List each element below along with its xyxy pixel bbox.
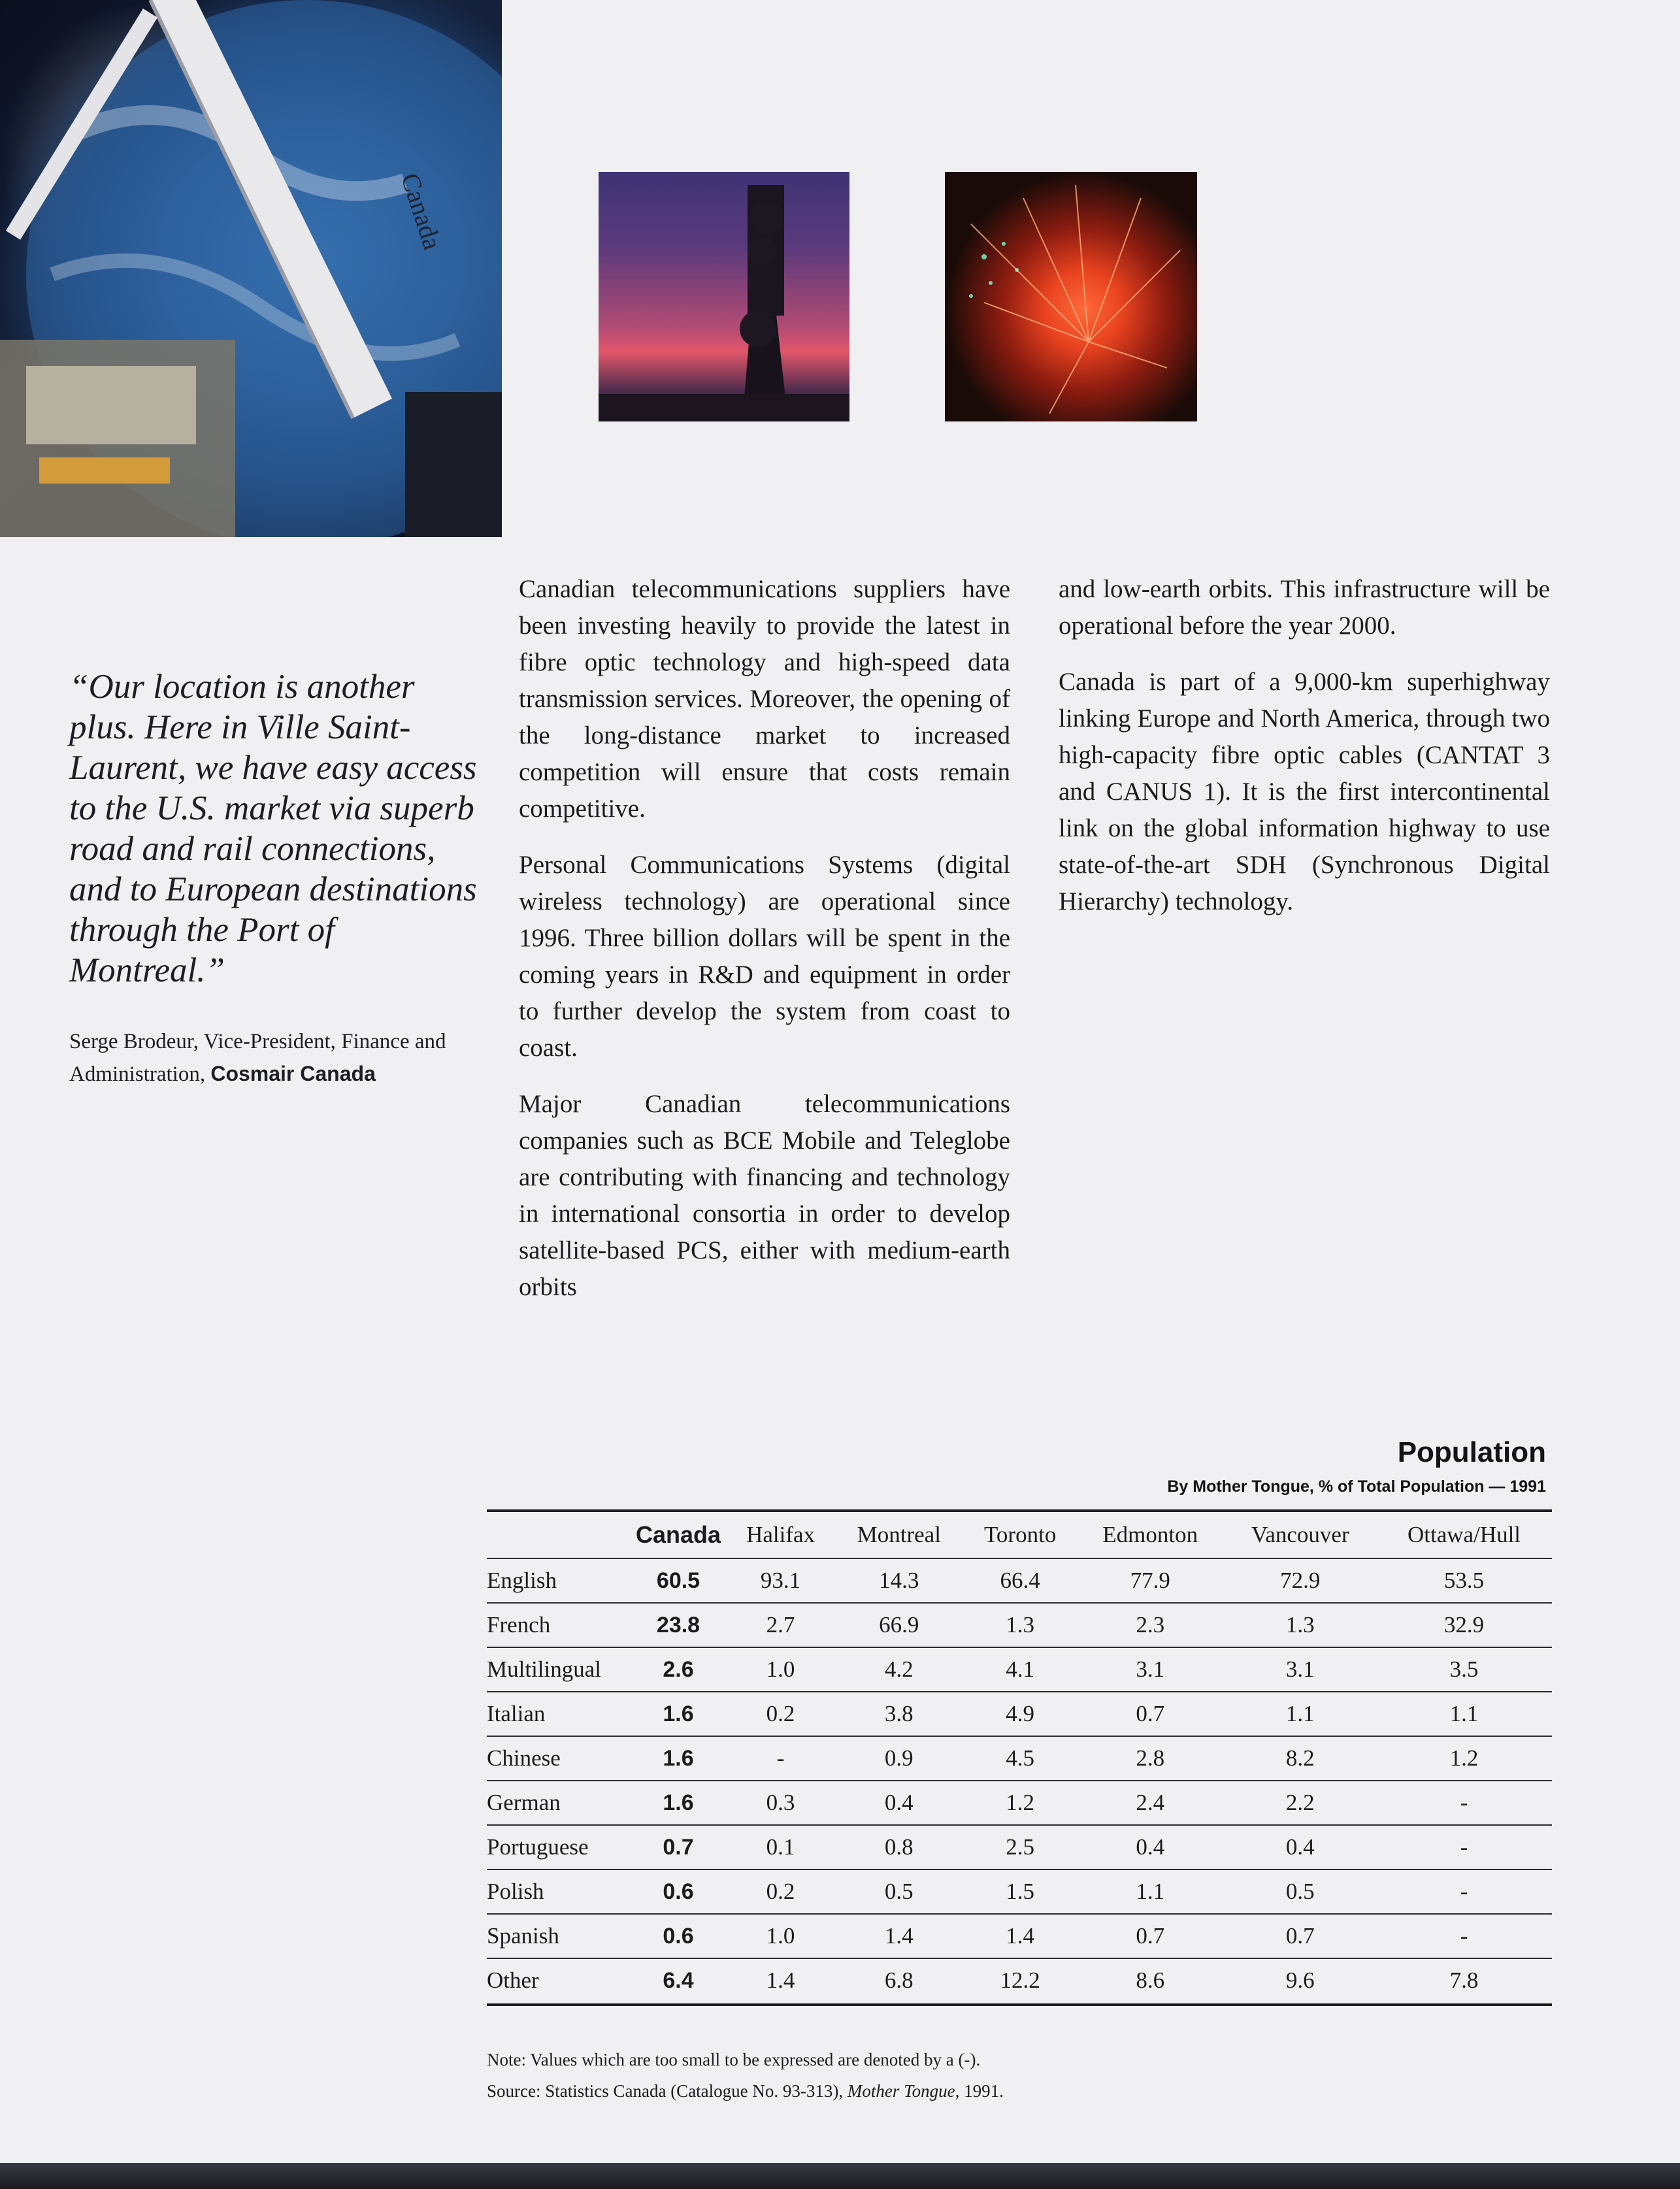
table-cell: 0.3 — [727, 1781, 834, 1825]
table-bottom-rule — [487, 2003, 1552, 2006]
shuttle-canada-label: Canada — [395, 169, 448, 254]
table-cell: 0.4 — [1225, 1825, 1377, 1869]
table-cell: 1.6 — [629, 1781, 727, 1825]
table-row — [487, 1869, 1552, 1914]
table-cell: 4.2 — [834, 1647, 964, 1692]
space-shuttle-earth-photo — [0, 0, 502, 537]
table-cell: - — [1376, 1781, 1552, 1825]
table-cell: 2.6 — [629, 1647, 727, 1692]
table-row — [487, 1692, 1552, 1736]
table-cell: 3.1 — [1076, 1647, 1225, 1692]
table-cell: 14.3 — [834, 1558, 964, 1603]
row-label: Italian — [487, 1692, 629, 1736]
table-cell: 12.2 — [1000, 1967, 1040, 1993]
column-header: Edmonton — [1076, 1512, 1225, 1558]
table-source — [487, 2075, 1552, 2107]
table-cell: 3.8 — [834, 1692, 964, 1736]
paragraph: and low-earth orbits. This infrastructure will be operational before the year 2000. — [1059, 575, 1550, 640]
quote-attribution — [69, 1026, 487, 1091]
table-cell: 2.4 — [1076, 1781, 1225, 1825]
source-title: Mother Tongue — [847, 2081, 955, 2101]
table-cell: 8.2 — [1225, 1736, 1377, 1781]
column-header: Ottawa/Hull — [1376, 1512, 1552, 1558]
bleed-through-texture — [1059, 78, 1066, 112]
table-cell: 0.7 — [1076, 1914, 1225, 1958]
table-cell: 0.7 — [629, 1825, 727, 1869]
quote-attribution-name: Serge Brodeur, Vice-President, Finance and Administration, — [69, 1030, 446, 1086]
table-cell: 1.4 — [834, 1914, 964, 1958]
body-column-1 — [519, 571, 1010, 1325]
table-cell: 1.0 — [727, 1914, 834, 1958]
table-cell: 3.1 — [1225, 1647, 1377, 1692]
table-cell: 9.6 — [1285, 1967, 1315, 1993]
table-cell: 0.4 — [1076, 1825, 1225, 1869]
table-row — [487, 1558, 1552, 1603]
quote-company: Cosmair Canada — [210, 1062, 376, 1085]
table-cell: - — [1376, 1914, 1552, 1958]
table-row — [487, 1647, 1552, 1692]
table-cell: 72.9 — [1225, 1558, 1377, 1603]
column-header: Halifax — [727, 1512, 834, 1558]
table-row — [487, 1603, 1552, 1647]
table-cell: 1.4 — [964, 1914, 1076, 1958]
table-cell: - — [727, 1736, 834, 1781]
table-cell: 23.8 — [629, 1603, 727, 1647]
table-cell: 1.2 — [1376, 1736, 1552, 1781]
column-header — [487, 1512, 629, 1558]
source-prefix: Source: Statistics Canada (Catalogue No. 93-313), — [487, 2081, 848, 2101]
table-cell: 0.5 — [834, 1869, 964, 1914]
row-label: English — [487, 1558, 629, 1603]
table-cell: 0.7 — [1076, 1692, 1225, 1736]
table-cell: 0.8 — [834, 1825, 964, 1869]
row-label: Polish — [487, 1869, 629, 1914]
table-cell: 0.9 — [834, 1736, 964, 1781]
table-cell: - — [1376, 1869, 1552, 1914]
fibre-optic-strands-photo — [945, 172, 1197, 421]
table-cell: 1.1 — [1225, 1692, 1377, 1736]
table-cell: 77.9 — [1076, 1558, 1225, 1603]
table-cell: 6.4 — [663, 1967, 694, 1993]
table-cell: 1.3 — [1225, 1603, 1377, 1647]
table-cell: 2.3 — [1076, 1603, 1225, 1647]
page-bottom-edge — [0, 2163, 1680, 2189]
table-note: Note: Values which are too small to be expressed are denoted by a (-). — [487, 2050, 981, 2069]
table-notes — [487, 2044, 1552, 2107]
table-cell: 2.5 — [964, 1825, 1076, 1869]
table-cell: 60.5 — [629, 1558, 727, 1603]
table-cell: 66.4 — [964, 1558, 1076, 1603]
table-cell: 6.8 — [884, 1967, 914, 1993]
communications-tower-sunset-photo — [599, 172, 849, 421]
table-cell: 66.9 — [834, 1603, 964, 1647]
table-cell: 0.2 — [727, 1869, 834, 1914]
column-header: Canada — [629, 1512, 727, 1558]
table-cell: 1.6 — [629, 1736, 727, 1781]
pull-quote: “Our location is another plus. Here in Ville Saint-Laurent, we have easy access to the U.S. market via superb road and rail connections, and to European destinations through the Port of Montreal.” — [69, 668, 477, 989]
table-cell: 32.9 — [1376, 1603, 1552, 1647]
column-header: Montreal — [834, 1512, 964, 1558]
row-label: Portuguese — [487, 1825, 629, 1869]
table-cell: 2.2 — [1225, 1781, 1377, 1825]
row-label: German — [487, 1781, 629, 1825]
table-cell: 1.1 — [1076, 1869, 1225, 1914]
row-label: Multilingual — [487, 1647, 629, 1692]
table-cell: 1.2 — [964, 1781, 1076, 1825]
table-cell: 0.5 — [1225, 1869, 1377, 1914]
table-cell: 3.5 — [1376, 1647, 1552, 1692]
row-label: French — [487, 1603, 629, 1647]
paragraph: Canada is part of a 9,000-km superhighway linking Europe and North America, through two high-capacity fibre optic cables (CANTAT 3 and CANUS 1). It is the first intercontinental link on the global information highway to use state-of-the-art SDH (Synchronous Digital Hierarchy) technology. — [1059, 668, 1550, 915]
row-label: Other — [487, 1967, 539, 1993]
body-column-2 — [1059, 571, 1550, 940]
paragraph: Personal Communications Systems (digital wireless technology) are operational since 1996. Three billion dollars will be spent in the coming years in R&D and equipment in order to further develop the system from coast to coast. — [519, 851, 1010, 1062]
table-cell: 0.4 — [834, 1781, 964, 1825]
table-row — [487, 1736, 1552, 1781]
table-cell: - — [1376, 1825, 1552, 1869]
table-cell: 1.5 — [964, 1869, 1076, 1914]
table-cell: 1.3 — [964, 1603, 1076, 1647]
row-label: Chinese — [487, 1736, 629, 1781]
table-cell: 0.2 — [727, 1692, 834, 1736]
table-subtitle: By Mother Tongue, % of Total Population — 1991 — [1167, 1477, 1546, 1496]
table-cell: 1.4 — [766, 1967, 795, 1993]
table-cell: 93.1 — [727, 1558, 834, 1603]
table-cell: 0.7 — [1225, 1914, 1377, 1958]
table-row — [487, 1958, 1552, 2002]
population-table — [487, 1509, 1552, 2006]
column-header: Toronto — [964, 1512, 1076, 1558]
table-cell: 4.5 — [964, 1736, 1076, 1781]
table-row — [487, 1825, 1552, 1869]
column-header: Vancouver — [1225, 1512, 1377, 1558]
table-cell: 1.1 — [1376, 1692, 1552, 1736]
paragraph: Major Canadian telecommunications companies such as BCE Mobile and Teleglobe are contributing with financing and technology in international consortia in order to develop satellite-based PCS, either with medium-earth orbits — [519, 1090, 1010, 1301]
table-cell: 4.9 — [964, 1692, 1076, 1736]
table-cell: 1.6 — [629, 1692, 727, 1736]
table-cell: 2.7 — [727, 1603, 834, 1647]
source-suffix: , 1991. — [955, 2081, 1004, 2101]
table-cell: 53.5 — [1376, 1558, 1552, 1603]
table-row — [487, 1781, 1552, 1825]
table-row — [487, 1914, 1552, 1958]
table-cell: 1.0 — [727, 1647, 834, 1692]
table-cell: 7.8 — [1449, 1967, 1479, 1993]
row-label: Spanish — [487, 1914, 629, 1958]
table-header-row — [487, 1512, 1552, 1558]
table-cell: 8.6 — [1136, 1967, 1165, 1993]
table-cell: 0.1 — [727, 1825, 834, 1869]
table-cell: 0.6 — [629, 1914, 727, 1958]
table-cell: 4.1 — [964, 1647, 1076, 1692]
table-cell: 2.8 — [1076, 1736, 1225, 1781]
table-cell: 0.6 — [629, 1869, 727, 1914]
paragraph: Canadian telecommunications suppliers have been investing heavily to provide the latest in fibre optic technology and high-speed data transmission services. Moreover, the opening of the long-distance market to increased competition will ensure that costs remain competitive. — [519, 575, 1010, 823]
table-title: Population — [1397, 1436, 1546, 1468]
